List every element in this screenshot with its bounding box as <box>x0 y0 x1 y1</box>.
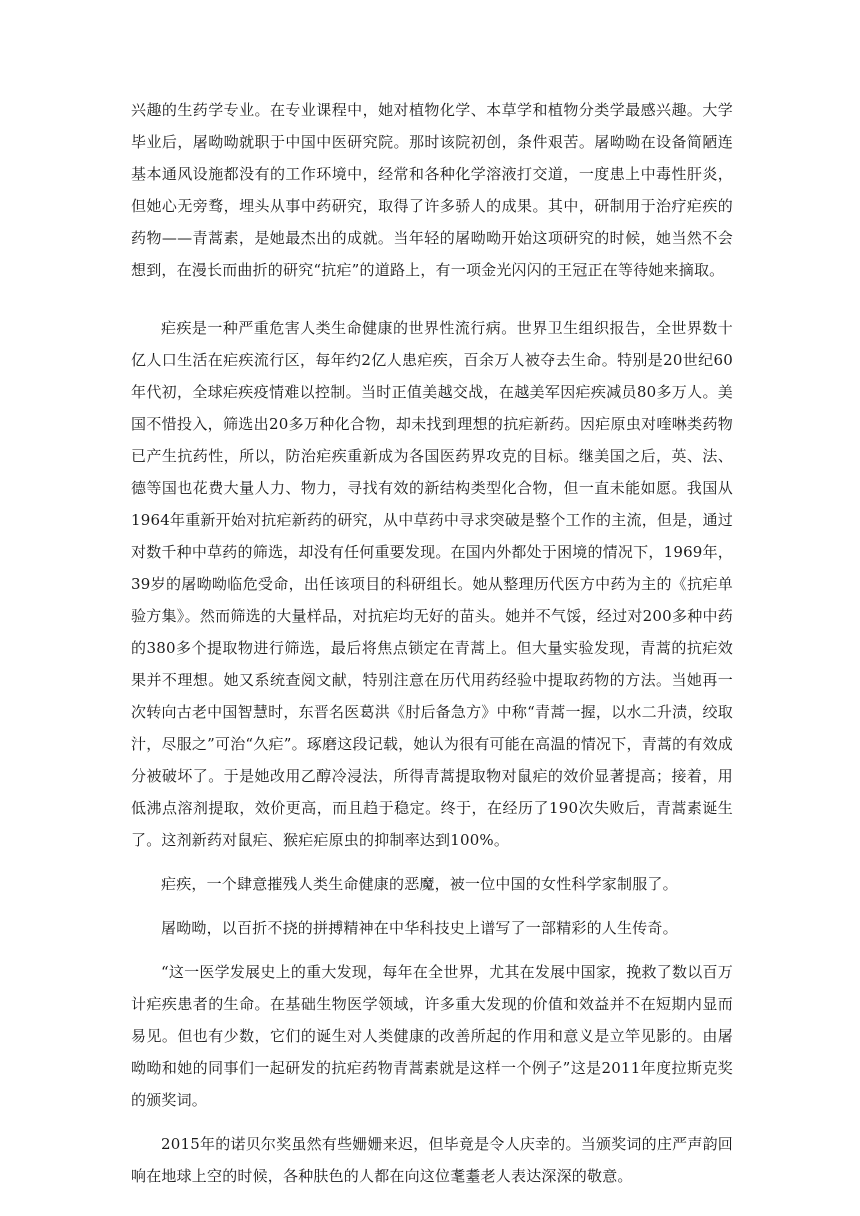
paragraph-3: 疟疾，一个肆意摧残人类生命健康的恶魔，被一位中国的女性科学家制服了。 <box>161 875 678 893</box>
paragraph-5: “这一医学发展史上的重大发现，每年在全世界，尤其在发展中国家，挽救了数以百万计疟疾患者的生命。在基础生物医学领域，许多重大发现的价值和效益并不在短期内显而易见。但也有少数，它们的诞生对人类健康的改善所起的作用和意义是立竿见影的。由屠呦呦和她的同事们一起研发的抗疟药物青蒿素就是这样一个例子”这是2011年度拉斯克奖的颁奖词。 <box>131 963 733 1109</box>
paragraph-2: 疟疾是一种严重危害人类生命健康的世界性流行病。世界卫生组织报告，全世界数十亿人口生活在疟疾流行区，每年约2亿人患疟疾，百余万人被夺去生命。特别是20世纪60年代初，全球疟疾疫情难以控制。当时正值美越交战，在越美军因疟疾减员80多万人。美国不惜投入，筛选出20多万种化合物，却未找到理想的抗疟新药。因疟原虫对喹啉类药物已产生抗药性，所以，防治疟疾重新成为各国医药界攻克的目标。继美国之后，英、法、德等国也花费大量人力、物力，寻找有效的新结构类型化合物，但一直未能如愿。我国从1964年重新开始对抗疟新药的研究，从中草药中寻求突破是整个工作的主流，但是，通过对数千种中草药的筛选，却没有任何重要发现。在国内外都处于困境的情况下，1969年，39岁的屠呦呦临危受命，出任该项目的科研组长。她从整理历代医方中药为主的《抗疟单验方集》。然而筛选的大量样品，对抗疟均无好的苗头。她并不气馁，经过对200多种中药的380多个提取物进行筛选，最后将焦点锁定在青蒿上。但大量实验发现，青蒿的抗疟效果并不理想。她又系统查阅文献，特别注意在历代用药经验中提取药物的方法。当她再一次转向古老中国智慧时，东晋名医葛洪《肘后备急方》中称“青蒿一握，以水二升渍，绞取汁，尽服之”可治“久疟”。琢磨这段记载，她认为很有可能在高温的情况下，青蒿的有效成分被破坏了。于是她改用乙醇冷浸法，所得青蒿提取物对鼠疟的效价显著提高；接着，用低沸点溶剂提取，效价更高，而且趋于稳定。终于，在经历了190次失败后，青蒿素诞生了。这剂新药对鼠疟、猴疟疟原虫的抑制率达到100%。 <box>131 319 733 849</box>
paragraph-1: 兴趣的生药学专业。在专业课程中，她对植物化学、本草学和植物分类学最感兴趣。大学毕业后，屠呦呦就职于中国中医研究院。那时该院初创，条件艰苦。屠呦呦在设备简陋连基本通风设施都没有的工作环境中，经常和各种化学溶液打交道，一度患上中毒性肝炎，但她心无旁骛，埋头从事中药研究，取得了许多骄人的成果。其中，研制用于治疗疟疾的药物——青蒿素，是她最杰出的成就。当年轻的屠呦呦开始这项研究的时候，她当然不会想到，在漫长而曲折的研究“抗疟”的道路上，有一项金光闪闪的王冠正在等待她来摘取。 <box>131 101 733 279</box>
document-body <box>131 94 733 1204</box>
paragraph-6: 2015年的诺贝尔奖虽然有些姗姗来迟，但毕竟是令人庆幸的。当颁奖词的庄严声韵回响在地球上空的时候，各种肤色的人都在向这位耄耋老人表达深深的敬意。 <box>131 1135 733 1185</box>
paragraph-4: 屠呦呦，以百折不挠的拼搏精神在中华科技史上谱写了一部精彩的人生传奇。 <box>161 919 678 937</box>
